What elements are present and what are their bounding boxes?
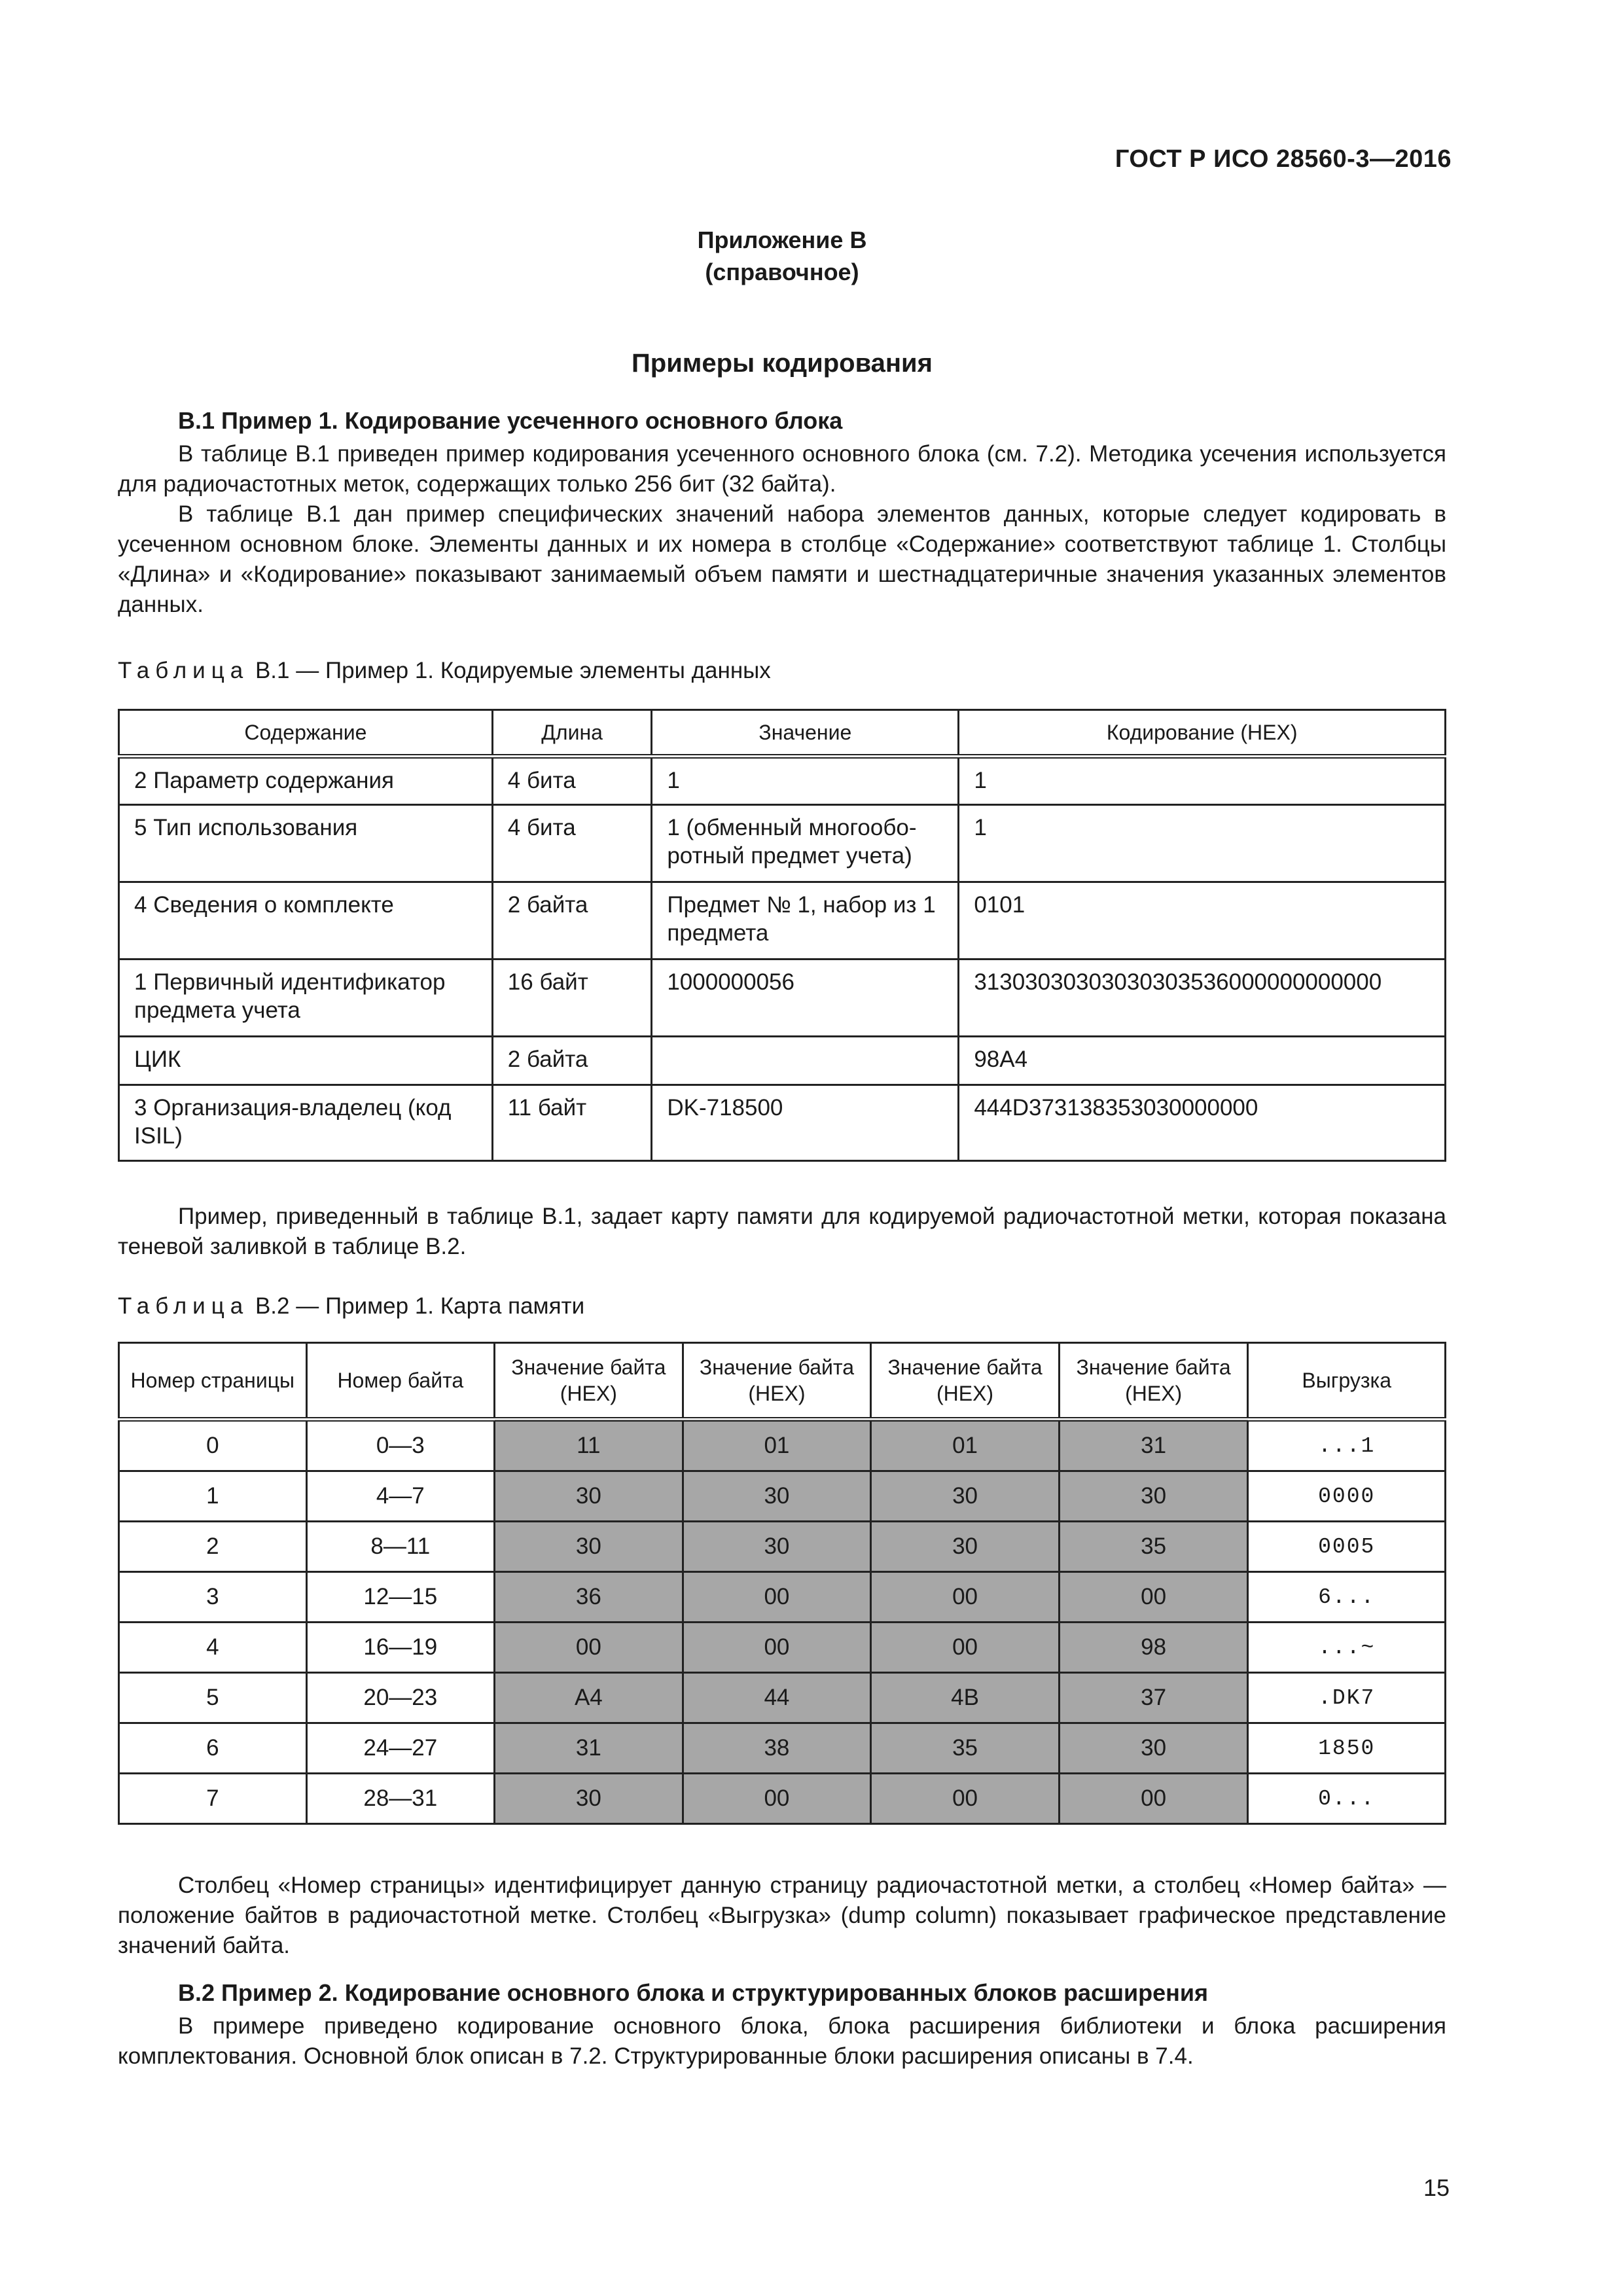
section-b1-paragraph-1: В таблице В.1 приведен пример кодирования усеченного основного блока (см. 7.2). Методика усечения используется для радиочастотных меток, содержащих только 256 бит (32 байта). bbox=[118, 441, 1446, 497]
dump-cell: 0000 bbox=[1248, 1471, 1446, 1522]
table-cell: 444D373138353030000000 bbox=[959, 1085, 1446, 1161]
dump-cell: 0... bbox=[1248, 1774, 1446, 1824]
table-b2-caption-text: В.2 — Пример 1. Карта памяти bbox=[249, 1293, 585, 1319]
table-cell: 2 байта bbox=[492, 1037, 652, 1085]
table-b1-caption-text: В.1 — Пример 1. Кодируемые элементы данных bbox=[249, 658, 771, 683]
table-cell: 5 bbox=[119, 1673, 307, 1723]
dump-cell: 1850 bbox=[1248, 1723, 1446, 1774]
table-b2-caption bbox=[118, 1293, 584, 1319]
section-b2-paragraph-1: В примере приведено кодирование основного блока, блока расширения библиотеки и блока расширения комплектования. Основной блок описан в 7.2. Структурированные блоки расширения описаны в 7.4. bbox=[118, 2013, 1446, 2069]
table-cell: 6 bbox=[119, 1723, 307, 1774]
table-cell: DK-718500 bbox=[652, 1085, 959, 1161]
table-cell: 2 bbox=[119, 1522, 307, 1572]
dump-cell: 6... bbox=[1248, 1572, 1446, 1623]
shaded-byte-cell: 01 bbox=[683, 1420, 871, 1471]
table-row bbox=[119, 1774, 1446, 1824]
table-cell: 4 bbox=[119, 1623, 307, 1673]
shaded-byte-cell: 37 bbox=[1059, 1673, 1248, 1723]
shaded-byte-cell: 30 bbox=[871, 1471, 1060, 1522]
table-cell: Предмет № 1, набор из 1 предмета bbox=[652, 882, 959, 960]
table-row bbox=[119, 1522, 1446, 1572]
shaded-byte-cell: 00 bbox=[1059, 1774, 1248, 1824]
table-row bbox=[119, 757, 1446, 805]
shaded-byte-cell: 00 bbox=[871, 1774, 1060, 1824]
table-row bbox=[119, 1623, 1446, 1673]
table-cell: 8—11 bbox=[306, 1522, 494, 1572]
shaded-byte-cell: 35 bbox=[1059, 1522, 1248, 1572]
table-b2 bbox=[118, 1342, 1446, 1825]
shaded-byte-cell: 00 bbox=[1059, 1572, 1248, 1623]
table-cell: 4 бита bbox=[492, 805, 652, 882]
table-b2-header-cell: Значение байта (HEX) bbox=[495, 1343, 683, 1420]
standard-code: ГОСТ Р ИСО 28560-3—2016 bbox=[1115, 145, 1452, 173]
table-b2-header-cell: Значение байта (HEX) bbox=[871, 1343, 1060, 1420]
shaded-byte-cell: 30 bbox=[871, 1522, 1060, 1572]
shaded-byte-cell: 30 bbox=[1059, 1471, 1248, 1522]
table-cell: 4—7 bbox=[306, 1471, 494, 1522]
table-b2-header-cell: Значение байта (HEX) bbox=[683, 1343, 871, 1420]
table-b1-header-cell: Значение bbox=[652, 710, 959, 757]
table-cell: 20—23 bbox=[306, 1673, 494, 1723]
shaded-byte-cell: 30 bbox=[1059, 1723, 1248, 1774]
table-cell: 0101 bbox=[959, 882, 1446, 960]
table-cell: 31303030303030303536000000000000 bbox=[959, 960, 1446, 1037]
table-b1-header-cell: Длина bbox=[492, 710, 652, 757]
table-b1-header-cell: Содержание bbox=[119, 710, 493, 757]
shaded-byte-cell: 00 bbox=[871, 1572, 1060, 1623]
shaded-byte-cell: 36 bbox=[495, 1572, 683, 1623]
shaded-byte-cell: 00 bbox=[871, 1623, 1060, 1673]
shaded-byte-cell: 30 bbox=[683, 1471, 871, 1522]
table-row bbox=[119, 1037, 1446, 1085]
table-cell: 1 Первичный идентификатор предмета учета bbox=[119, 960, 493, 1037]
table-b2-header-cell: Значение байта (HEX) bbox=[1059, 1343, 1248, 1420]
table-row bbox=[119, 960, 1446, 1037]
table-cell: 0 bbox=[119, 1420, 307, 1471]
table-cell bbox=[652, 1037, 959, 1085]
table-cell: 16 байт bbox=[492, 960, 652, 1037]
shaded-byte-cell: 00 bbox=[495, 1623, 683, 1673]
table-cell: 1 bbox=[959, 805, 1446, 882]
table-row bbox=[119, 805, 1446, 882]
table-row bbox=[119, 1471, 1446, 1522]
table-cell: 2 Параметр содержания bbox=[119, 757, 493, 805]
table-cell: 24—27 bbox=[306, 1723, 494, 1774]
shaded-byte-cell: 00 bbox=[683, 1774, 871, 1824]
table-cell: 4 бита bbox=[492, 757, 652, 805]
table-cell: 1 bbox=[652, 757, 959, 805]
table-b2-header-cell: Номер страницы bbox=[119, 1343, 307, 1420]
table-row bbox=[119, 882, 1446, 960]
shaded-byte-cell: 30 bbox=[683, 1522, 871, 1572]
table-cell: 7 bbox=[119, 1774, 307, 1824]
table-b2-header-row bbox=[119, 1343, 1446, 1420]
page-number: 15 bbox=[1423, 2174, 1450, 2201]
paragraph-after-table-b2: Столбец «Номер страницы» идентифицирует данную страницу радиочастотной метки, а столбец «Номер байта» — положение байтов в радиочастотной метке. Столбец «Выгрузка» (dump column) показывает графическое представление значений байта. bbox=[118, 1873, 1446, 1958]
shaded-byte-cell: 31 bbox=[1059, 1420, 1248, 1471]
shaded-byte-cell: 01 bbox=[871, 1420, 1060, 1471]
table-cell: 12—15 bbox=[306, 1572, 494, 1623]
table-row bbox=[119, 1673, 1446, 1723]
table-cell: 16—19 bbox=[306, 1623, 494, 1673]
table-b2-header-cell: Выгрузка bbox=[1248, 1343, 1446, 1420]
table-cell: 4 Сведения о комплекте bbox=[119, 882, 493, 960]
annex-subtitle: (справочное) bbox=[705, 259, 859, 285]
table-b2-caption-prefix: Таблица bbox=[118, 1293, 249, 1319]
table-cell: 3 bbox=[119, 1572, 307, 1623]
table-b1-header-row bbox=[119, 710, 1446, 757]
shaded-byte-cell: 44 bbox=[683, 1673, 871, 1723]
table-b1 bbox=[118, 709, 1446, 1162]
shaded-byte-cell: 00 bbox=[683, 1572, 871, 1623]
section-b1-heading: В.1 Пример 1. Кодирование усеченного основного блока bbox=[178, 407, 843, 434]
dump-cell: ...1 bbox=[1248, 1420, 1446, 1471]
table-cell: 5 Тип использования bbox=[119, 805, 493, 882]
shaded-byte-cell: 30 bbox=[495, 1471, 683, 1522]
dump-cell: .DK7 bbox=[1248, 1673, 1446, 1723]
table-row bbox=[119, 1420, 1446, 1471]
table-row bbox=[119, 1572, 1446, 1623]
shaded-byte-cell: 31 bbox=[495, 1723, 683, 1774]
shaded-byte-cell: A4 bbox=[495, 1673, 683, 1723]
table-cell: ЦИК bbox=[119, 1037, 493, 1085]
table-row bbox=[119, 1723, 1446, 1774]
shaded-byte-cell: 4B bbox=[871, 1673, 1060, 1723]
section-b1-paragraph-2: В таблице В.1 дан пример специфических значений набора элементов данных, которые следует кодировать в усеченном основном блоке. Элементы данных и их номера в столбце «Содержание» соответствуют таблице 1. Столбцы «Длина» и «Кодирование» показывают занимаемый объем памяти и шестнадцатеричные значения указанных элементов данных. bbox=[118, 501, 1446, 617]
table-cell: 28—31 bbox=[306, 1774, 494, 1824]
shaded-byte-cell: 35 bbox=[871, 1723, 1060, 1774]
table-row bbox=[119, 1085, 1446, 1161]
table-cell: 2 байта bbox=[492, 882, 652, 960]
table-cell: 11 байт bbox=[492, 1085, 652, 1161]
shaded-byte-cell: 38 bbox=[683, 1723, 871, 1774]
dump-cell: ...~ bbox=[1248, 1623, 1446, 1673]
table-b1-caption bbox=[118, 658, 771, 684]
table-b1-caption-prefix: Таблица bbox=[118, 658, 249, 683]
shaded-byte-cell: 11 bbox=[495, 1420, 683, 1471]
table-b2-header-cell: Номер байта bbox=[306, 1343, 494, 1420]
table-cell: 1 bbox=[959, 757, 1446, 805]
paragraph-after-table-b1: Пример, приведенный в таблице В.1, задает карту памяти для кодируемой радиочастотной метки, которая показана теневой заливкой в таблице В.2. bbox=[118, 1204, 1446, 1259]
shaded-byte-cell: 30 bbox=[495, 1522, 683, 1572]
main-title: Примеры кодирования bbox=[632, 349, 933, 378]
table-cell: 1 bbox=[119, 1471, 307, 1522]
shaded-byte-cell: 00 bbox=[683, 1623, 871, 1673]
table-cell: 1 (обменный многообо- ротный предмет учета) bbox=[652, 805, 959, 882]
shaded-byte-cell: 98 bbox=[1059, 1623, 1248, 1673]
annex-title: Приложение В bbox=[697, 226, 867, 253]
table-cell: 3 Организация-владелец (код ISIL) bbox=[119, 1085, 493, 1161]
table-cell: 0—3 bbox=[306, 1420, 494, 1471]
section-b2-heading: В.2 Пример 2. Кодирование основного блока и структурированных блоков расширения bbox=[178, 1979, 1209, 2006]
table-cell: 1000000056 bbox=[652, 960, 959, 1037]
table-b1-header-cell: Кодирование (HEX) bbox=[959, 710, 1446, 757]
table-cell: 98A4 bbox=[959, 1037, 1446, 1085]
shaded-byte-cell: 30 bbox=[495, 1774, 683, 1824]
dump-cell: 0005 bbox=[1248, 1522, 1446, 1572]
